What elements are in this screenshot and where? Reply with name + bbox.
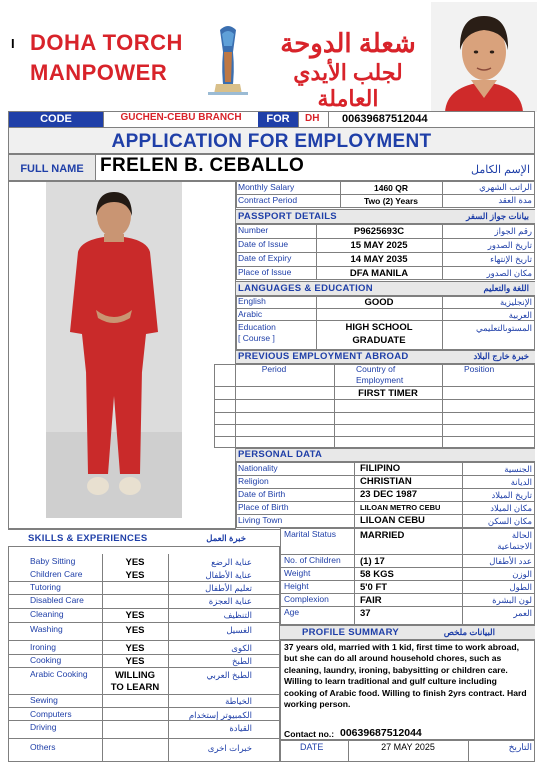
- skill-ironing-arabic: الكوى: [231, 643, 252, 653]
- profile-text: 37 years old, married with 1 kid, first time to work abroad, but she can do all around household chores, such as cleaning, laundry, ironing, babysitting or children care. Willing to learn traditional and gulf culture including cooking of Arabic food. Willing to finish 2yrs contract. Hard working person.: [284, 642, 527, 710]
- skill-children-care-value: YES: [125, 570, 145, 581]
- profile-section-header: [280, 625, 535, 640]
- education-label: Education: [238, 322, 276, 332]
- living-town-value: LILOAN CEBU: [360, 515, 425, 526]
- weight-label: Weight: [284, 568, 311, 578]
- full-body-photo: [46, 182, 182, 518]
- passport-issue-value: 15 MAY 2025: [350, 240, 408, 251]
- languages-title-arabic: اللغة والتعليم: [483, 283, 529, 293]
- passport-section-header: [236, 209, 535, 224]
- skills-title: SKILLS & EXPERIENCES: [28, 533, 148, 544]
- passport-issue-arabic: تاريخ الصدور: [487, 240, 532, 250]
- passport-expiry-label: Date of Expiry: [238, 253, 292, 263]
- education-course-label: [ Course ]: [238, 333, 275, 343]
- skill-washing-arabic: الغسيل: [226, 625, 252, 635]
- complexion-arabic: لون البشرة: [492, 595, 532, 605]
- age-label: Age: [284, 607, 300, 617]
- skills-section-header: [8, 529, 280, 547]
- skill-baby-sitting-label: Baby Sitting: [30, 556, 76, 566]
- dob-label: Date of Birth: [238, 489, 286, 499]
- passport-expiry-value: 14 MAY 2035: [350, 254, 408, 265]
- skill-computers-arabic: الكمبيوتر إستخدام: [188, 710, 252, 720]
- skill-baby-sitting-arabic: عناية الرضع: [211, 557, 252, 567]
- portrait-photo: [431, 2, 537, 112]
- religion-arabic: الديانة: [510, 477, 532, 487]
- weight-value: 58 KGS: [360, 569, 394, 580]
- personal-section-header: [236, 448, 535, 462]
- living-town-arabic: مكان السكن: [487, 516, 532, 526]
- left-mark: I: [11, 36, 15, 51]
- nationality-arabic: الجنسية: [504, 464, 532, 474]
- passport-issue-label: Date of Issue: [238, 239, 289, 249]
- skill-cooking-label: Cooking: [30, 655, 62, 665]
- pob-label: Place of Birth: [238, 502, 289, 512]
- marital-value: MARRIED: [360, 530, 405, 541]
- english-arabic: الإنجليزية: [499, 297, 532, 307]
- skill-cleaning-value: YES: [125, 610, 145, 621]
- previous-col-country-1: Country of: [356, 364, 396, 374]
- english-label: English: [238, 296, 266, 306]
- full-name-label: FULL NAME: [20, 163, 84, 175]
- skill-disabled-care-label: Disabled Care: [30, 595, 84, 605]
- previous-col-position: Position: [464, 364, 495, 374]
- skill-disabled-care-arabic: عناية العجزة: [208, 596, 252, 606]
- for-label: FOR: [266, 113, 290, 125]
- previous-section-header: [236, 350, 535, 364]
- religion-value: CHRISTIAN: [360, 476, 412, 487]
- dob-value: 23 DEC 1987: [360, 489, 418, 500]
- skill-arabic-cooking-value-2: TO LEARN: [110, 682, 160, 693]
- passport-title-arabic: بيانات جواز السفر: [466, 211, 529, 221]
- torch-logo: [202, 22, 254, 96]
- complexion-label: Complexion: [284, 594, 329, 604]
- skill-children-care-label: Children Care: [30, 569, 83, 579]
- skill-computers-label: Computers: [30, 709, 72, 719]
- passport-number-value: P9625693C: [353, 226, 405, 237]
- skill-ironing-label: Ironing: [30, 642, 56, 652]
- arabic-line1: شعلة الدوحة: [280, 28, 416, 58]
- salary-value: 1460 QR: [373, 183, 409, 193]
- education-arabic: المستوىالتعليمي: [476, 323, 532, 333]
- previous-col-country-2: Employment: [356, 375, 404, 385]
- languages-title: LANGUAGES & EDUCATION: [238, 283, 373, 294]
- children-value: (1) 17: [360, 556, 385, 567]
- skill-others-label: Others: [30, 742, 56, 752]
- passport-number-arabic: رقم الجواز: [494, 226, 532, 236]
- skill-cooking-arabic: الطبخ: [232, 656, 252, 666]
- skills-title-arabic: خبرة العمل: [206, 533, 246, 543]
- code-label: CODE: [40, 113, 72, 125]
- branch: GUCHEN-CEBU BRANCH: [120, 112, 242, 123]
- skill-driving-arabic: القيادة: [229, 723, 252, 733]
- marital-label: Marital Status: [284, 529, 336, 539]
- full-name-arabic: الإسم الكامل: [471, 164, 530, 176]
- skill-cooking-value: YES: [125, 656, 145, 667]
- skill-sewing-arabic: الخياطة: [225, 696, 252, 706]
- previous-col-period: Period: [261, 364, 287, 374]
- children-label: No. of Children: [284, 555, 341, 565]
- skill-tutoring-arabic: تعليم الأطفال: [205, 583, 252, 593]
- height-label: Height: [284, 581, 309, 591]
- code-number: 00639687512044: [342, 113, 428, 125]
- date-label: DATE: [300, 742, 324, 752]
- passport-place-value: DFA MANILA: [349, 268, 409, 279]
- arabic-label: Arabic: [238, 309, 263, 319]
- period-label: Contract Period: [238, 195, 298, 205]
- languages-section-header: [236, 281, 535, 296]
- skill-ironing-value: YES: [125, 643, 145, 654]
- logo-line1: DOHA TORCH: [30, 30, 183, 55]
- date-value: 27 MAY 2025: [381, 742, 435, 752]
- personal-title: PERSONAL DATA: [238, 449, 323, 460]
- salary-label: Monthly Salary: [238, 182, 295, 192]
- pob-value: LILOAN METRO CEBU: [360, 503, 441, 512]
- weight-arabic: الوزن: [512, 569, 532, 579]
- date-arabic: التاريخ: [508, 742, 532, 752]
- religion-label: Religion: [238, 476, 269, 486]
- skill-washing-value: YES: [125, 625, 145, 636]
- logo-line2: MANPOWER: [30, 60, 168, 85]
- skill-tutoring-label: Tutoring: [30, 582, 61, 592]
- marital-arabic-1: الحالة: [511, 530, 532, 540]
- profile-title: PROFILE SUMMARY: [302, 627, 400, 638]
- passport-expiry-arabic: تاريخ الإنتهاء: [490, 254, 532, 264]
- skill-driving-label: Driving: [30, 722, 57, 732]
- skill-others-arabic: خبرات اخرى: [207, 743, 252, 753]
- skill-washing-label: Washing: [30, 624, 63, 634]
- pob-arabic: مكان الميلاد: [490, 503, 532, 513]
- skill-arabic-cooking-value-1: WILLING: [114, 670, 156, 681]
- passport-place-label: Place of Issue: [238, 267, 292, 277]
- dob-arabic: تاريخ الميلاد: [491, 490, 532, 500]
- complexion-value: FAIR: [360, 595, 382, 606]
- age-arabic: العمر: [513, 608, 532, 618]
- skill-cleaning-label: Cleaning: [30, 609, 64, 619]
- previous-title: PREVIOUS EMPLOYMENT ABROAD: [238, 351, 409, 362]
- for-value: DH: [305, 113, 320, 124]
- height-value: 5'0 FT: [360, 582, 388, 593]
- passport-number-label: Number: [238, 225, 269, 235]
- page-title: APPLICATION FOR EMPLOYMENT: [111, 131, 432, 152]
- height-arabic: الطول: [509, 582, 532, 592]
- previous-first-timer: FIRST TIMER: [358, 388, 418, 399]
- skill-arabic-cooking-label: Arabic Cooking: [30, 669, 88, 679]
- arabic-line2: لجلب الأيدي العاملة: [293, 60, 403, 111]
- period-arabic: مدة العقد: [498, 195, 532, 205]
- passport-title: PASSPORT DETAILS: [238, 211, 337, 222]
- education-value-1: HIGH SCHOOL: [345, 322, 413, 333]
- period-value: Two (2) Years: [363, 196, 418, 206]
- contact-value: 00639687512044: [340, 727, 422, 739]
- skill-children-care-arabic: عناية الأطفال: [205, 570, 252, 580]
- passport-place-arabic: مكان الصدور: [486, 268, 532, 278]
- living-town-label: Living Town: [238, 515, 283, 525]
- arabic-arabic: العربية: [508, 310, 532, 320]
- english-value: GOOD: [364, 297, 394, 308]
- skill-sewing-label: Sewing: [30, 695, 58, 705]
- skill-arabic-cooking-arabic: الطبخ العربي: [206, 670, 252, 680]
- children-arabic: عدد الأطفال: [489, 556, 532, 566]
- marital-arabic-2: الاجتماعية: [497, 541, 532, 551]
- skill-baby-sitting-value: YES: [125, 557, 145, 568]
- nationality-value: FILIPINO: [360, 463, 401, 474]
- previous-title-arabic: خبرة خارج البلاد: [473, 351, 529, 361]
- contact-label: Contact no.:: [284, 729, 335, 739]
- salary-arabic: الراتب الشهري: [479, 182, 532, 192]
- nationality-label: Nationality: [238, 463, 278, 473]
- profile-title-arabic: البيانات ملخص: [443, 627, 495, 637]
- age-value: 37: [360, 608, 371, 619]
- full-name-value: FRELEN B. CEBALLO: [100, 155, 305, 176]
- skill-cleaning-arabic: التنظيف: [223, 610, 252, 620]
- education-value-2: GRADUATE: [352, 335, 406, 346]
